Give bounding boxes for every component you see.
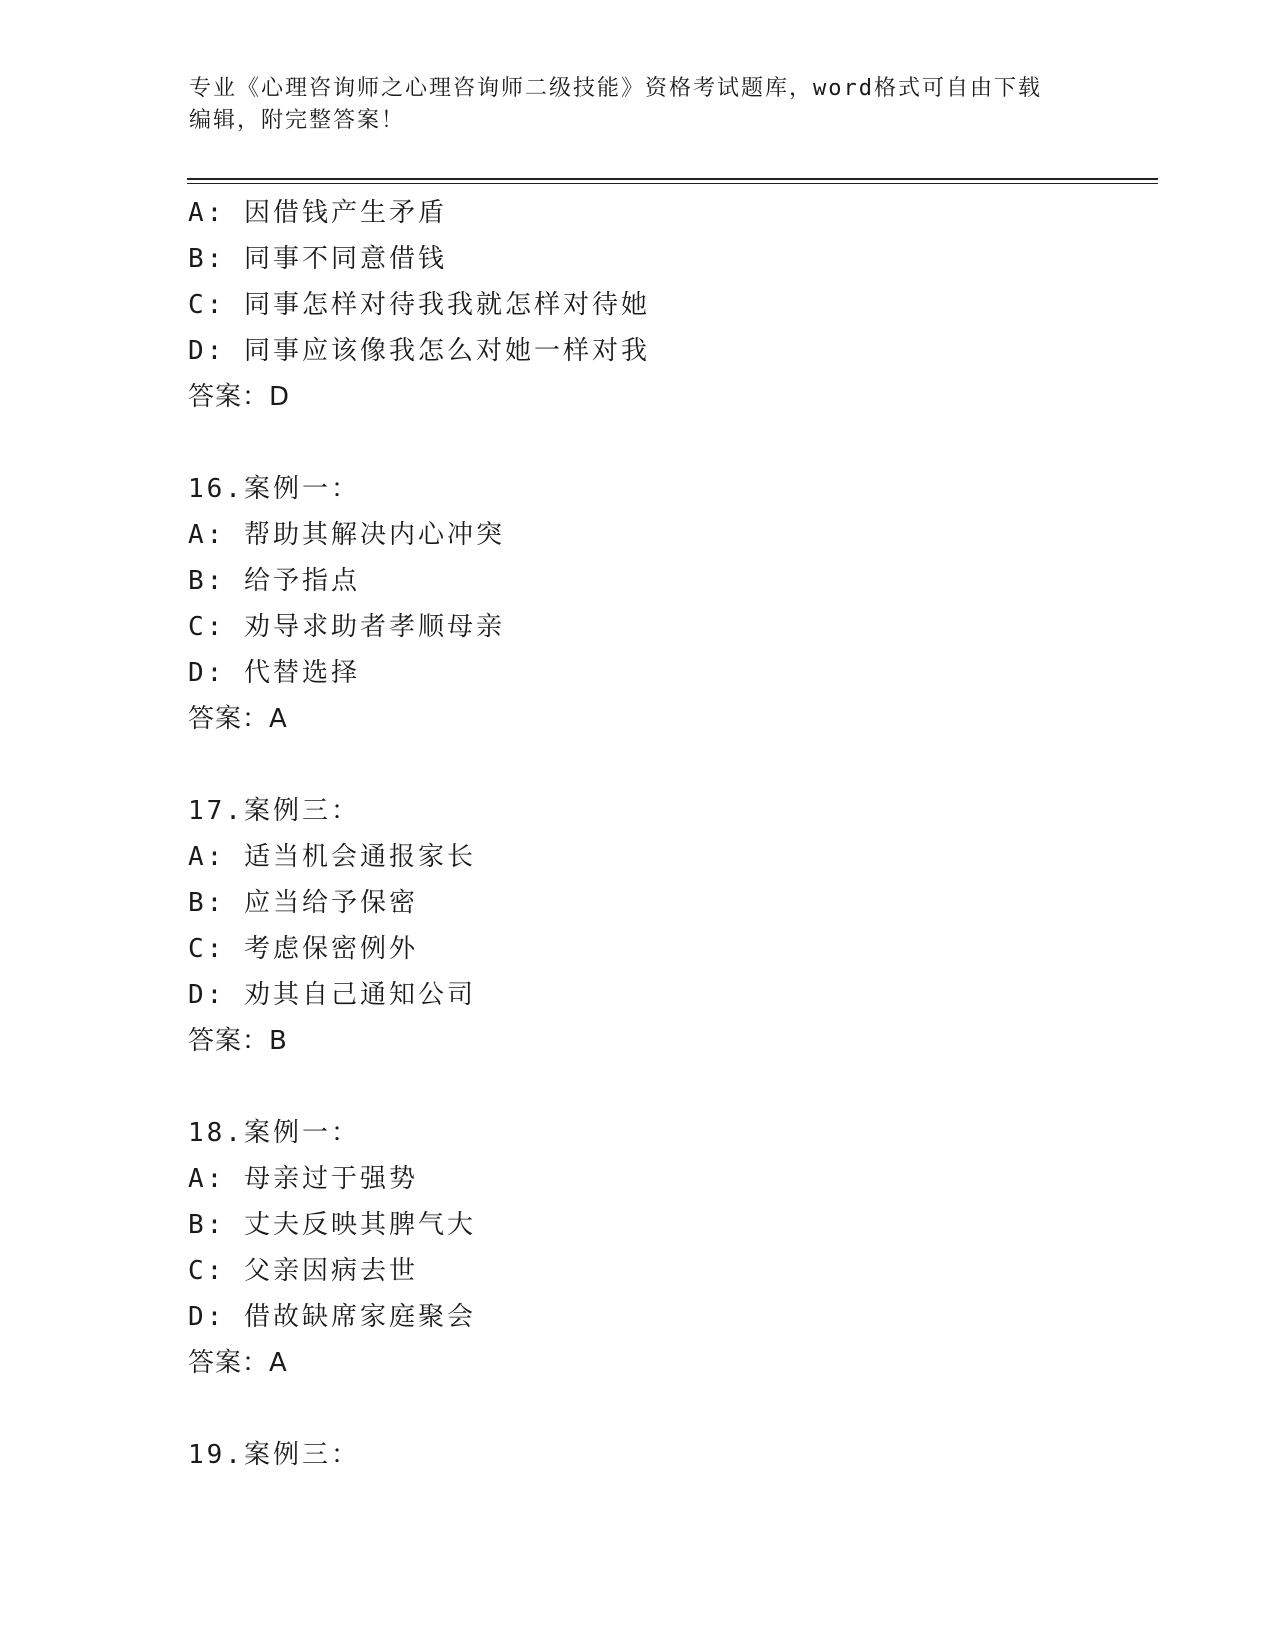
header-line-2: 编辑，附完整答案！ [189, 108, 406, 133]
question-15-block [188, 190, 1148, 420]
answer-line: 答案：B [188, 1026, 288, 1056]
option-b: B: 应当给予保密 [188, 888, 418, 918]
question-16-block [188, 466, 1148, 742]
option-c: C: 父亲因病去世 [188, 1256, 418, 1286]
question-stem: 19.案例三： [188, 1440, 360, 1470]
option-b: B: 给予指点 [188, 566, 360, 596]
option-a: A: 母亲过于强势 [188, 1164, 418, 1194]
header-line-1: 专业《心理咨询师之心理咨询师二级技能》资格考试题库，word格式可自由下载 [189, 76, 1042, 101]
option-d: D: 劝其自己通知公司 [188, 980, 476, 1010]
option-d: D: 借故缺席家庭聚会 [188, 1302, 476, 1332]
question-18-block [188, 1110, 1148, 1386]
question-list [188, 190, 1148, 1478]
question-17-block [188, 788, 1148, 1064]
spacer [188, 1064, 1148, 1110]
answer-line: 答案：D [188, 382, 291, 412]
option-a: A: 适当机会通报家长 [188, 842, 476, 872]
option-b: B: 同事不同意借钱 [188, 244, 447, 274]
question-stem: 18.案例一： [188, 1118, 360, 1148]
header-rule-thin [187, 183, 1158, 184]
answer-line: 答案：A [188, 704, 288, 734]
option-c: C: 同事怎样对待我我就怎样对待她 [188, 290, 650, 320]
option-b: B: 丈夫反映其脾气大 [188, 1210, 476, 1240]
question-stem: 16.案例一： [188, 474, 360, 504]
option-a: A: 帮助其解决内心冲突 [188, 520, 505, 550]
spacer [188, 742, 1148, 788]
option-a: A: 因借钱产生矛盾 [188, 198, 447, 228]
header-rule-thick [187, 178, 1158, 180]
answer-line: 答案：A [188, 1348, 288, 1378]
spacer [188, 1386, 1148, 1432]
question-stem: 17.案例三： [188, 796, 360, 826]
spacer [188, 420, 1148, 466]
document-header [189, 73, 1089, 137]
question-19-block [188, 1432, 1148, 1478]
option-c: C: 考虑保密例外 [188, 934, 418, 964]
option-c: C: 劝导求助者孝顺母亲 [188, 612, 505, 642]
option-d: D: 代替选择 [188, 658, 360, 688]
option-d: D: 同事应该像我怎么对她一样对我 [188, 336, 650, 366]
